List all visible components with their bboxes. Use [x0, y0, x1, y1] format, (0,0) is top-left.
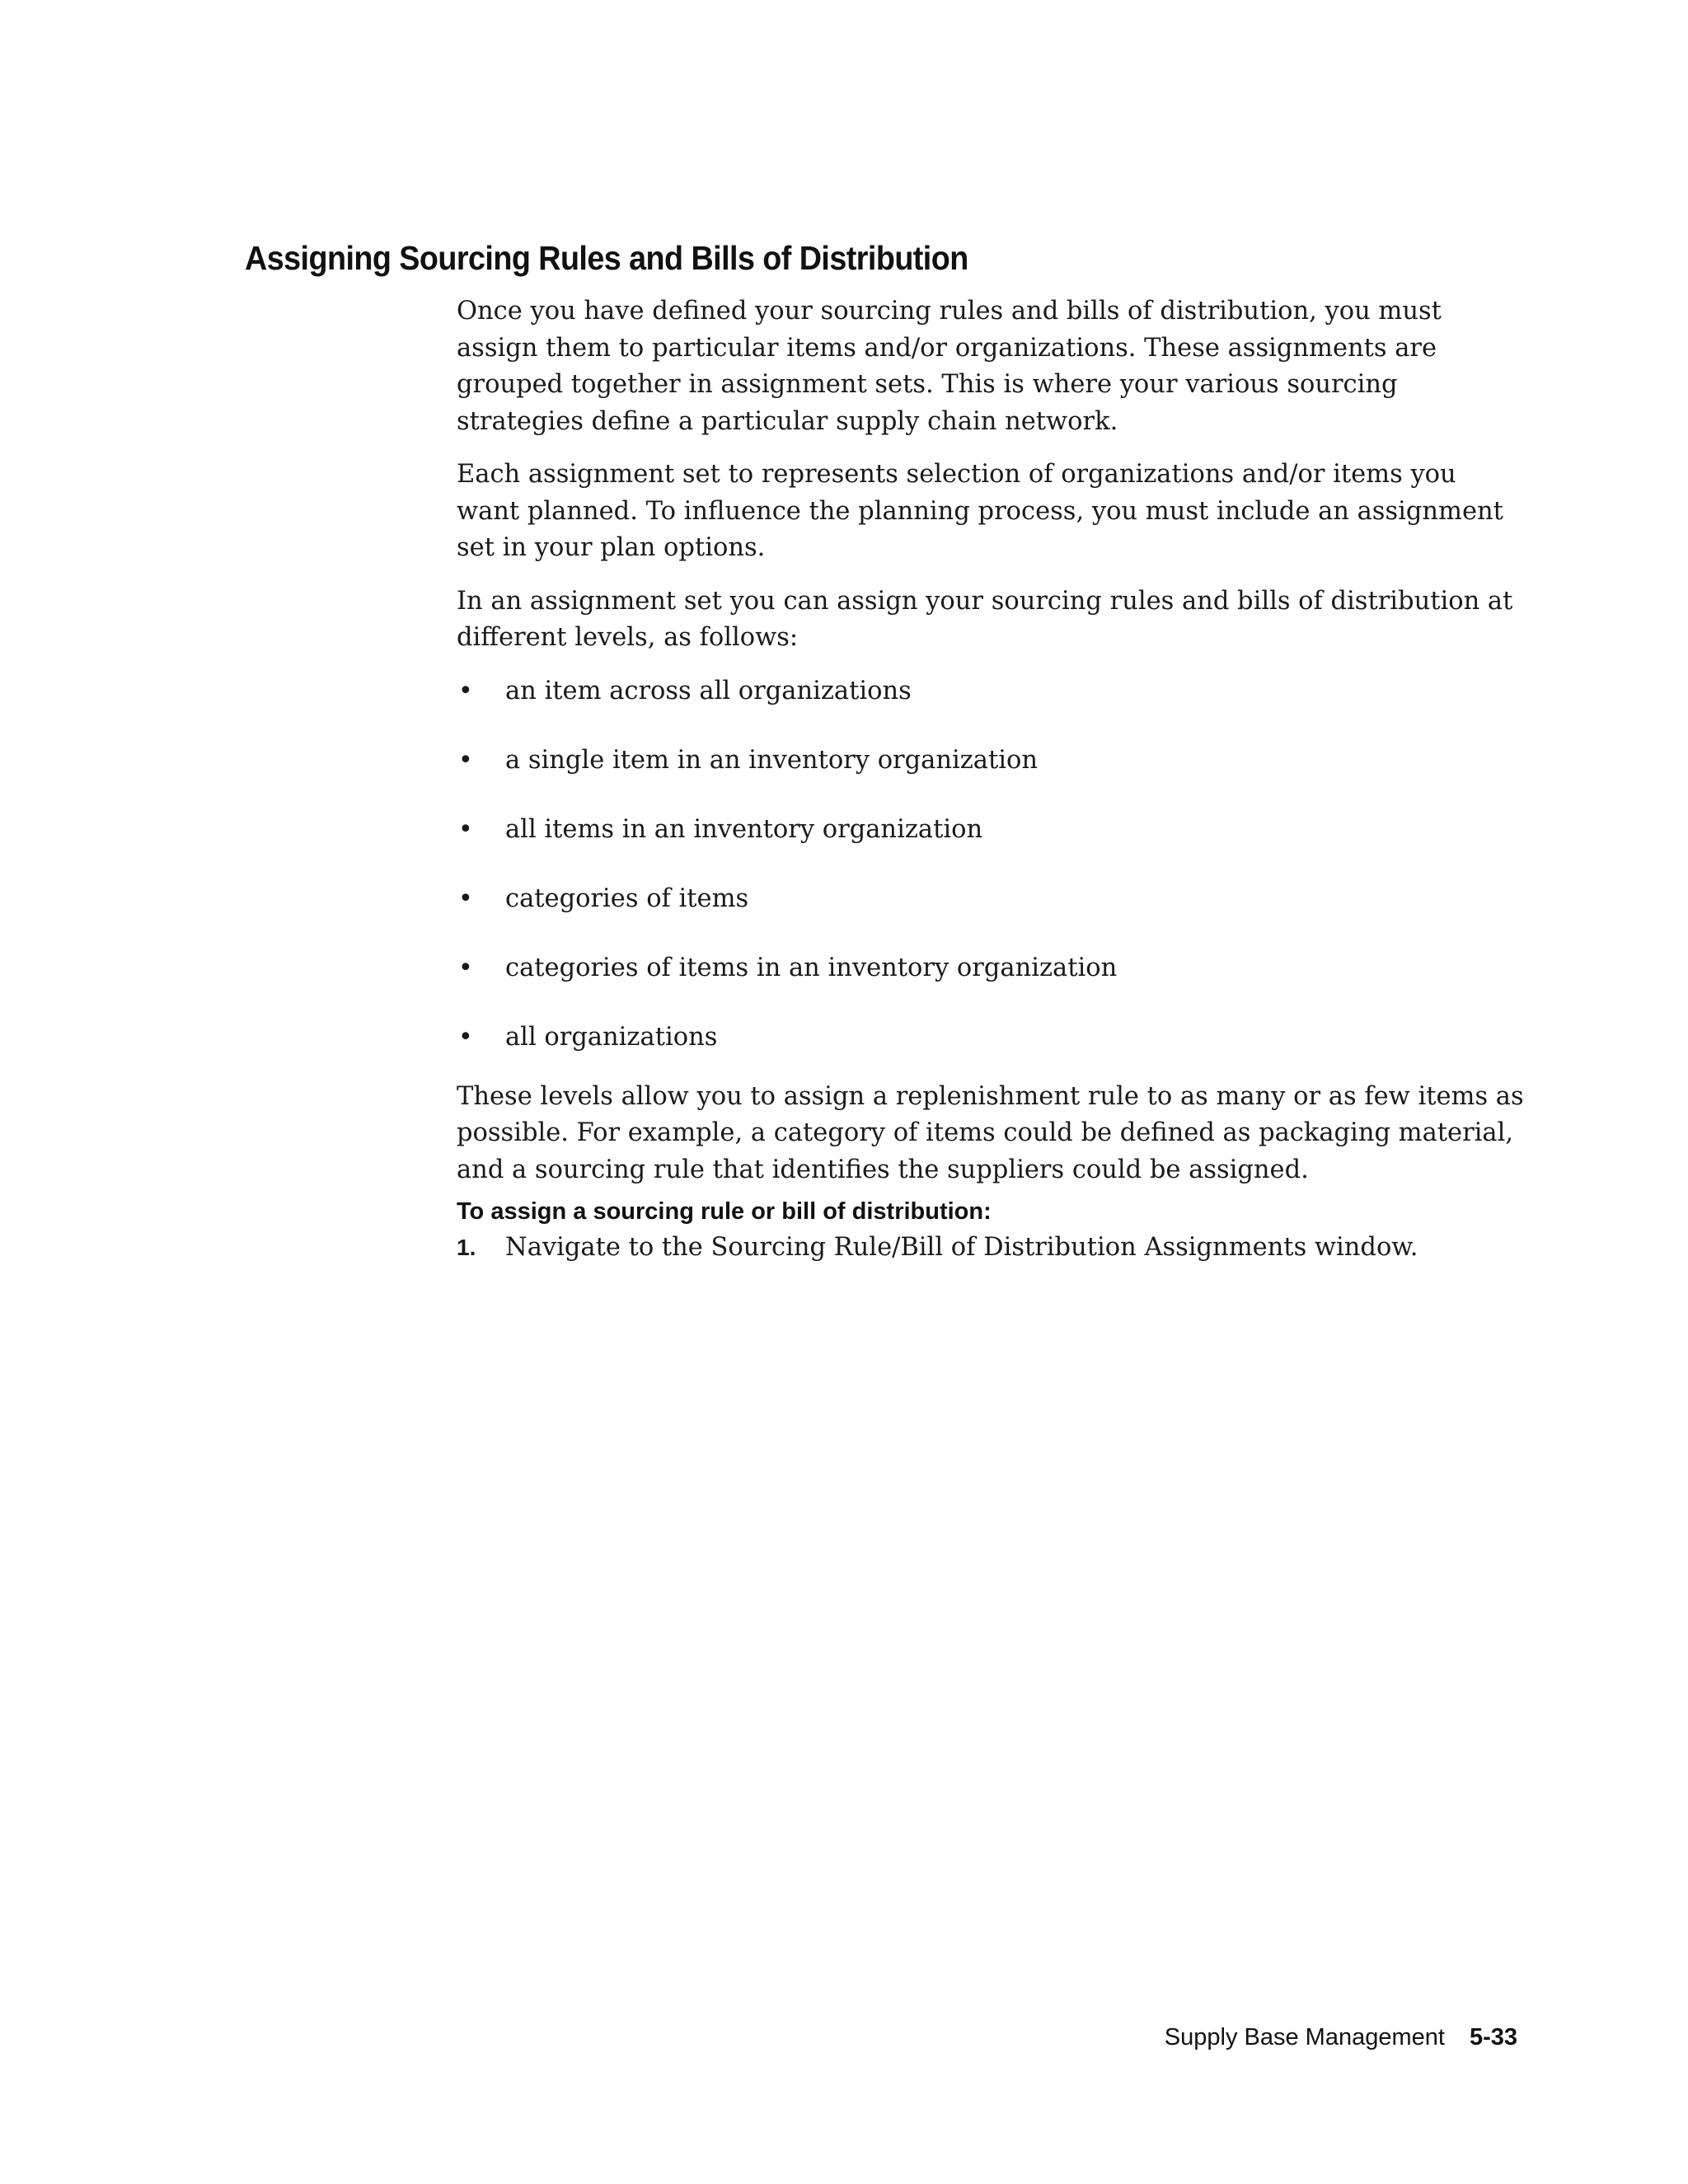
- list-item-text: all items in an inventory organization: [505, 814, 983, 844]
- bullet-icon: •: [458, 676, 473, 705]
- list-item: [457, 812, 1524, 881]
- paragraph-closing: These levels allow you to assign a replenishment rule to as many or as few items as possible. For example, a category of items could be defined as packaging material, and a sourcing rule that identifies the suppliers could be assigned.: [457, 1081, 1524, 1184]
- step-number: 1.: [457, 1235, 476, 1260]
- list-item: [457, 950, 1524, 1019]
- bullet-icon: •: [458, 953, 473, 982]
- bullet-icon: •: [458, 1022, 473, 1052]
- bullet-icon: •: [458, 814, 473, 844]
- footer-chapter: Supply Base Management: [1164, 2024, 1445, 2050]
- list-item-text: a single item in an inventory organization: [505, 745, 1039, 775]
- step-text: Navigate to the Sourcing Rule/Bill of Distribution Assignments window.: [505, 1233, 1418, 1262]
- section-title: Assigning Sourcing Rules and Bills of Distribution: [245, 239, 968, 277]
- list-item-text: all organizations: [505, 1022, 718, 1052]
- list-item-text: an item across all organizations: [505, 676, 912, 705]
- paragraph-levels-intro: In an assignment set you can assign your sourcing rules and bills of distribution at different levels, as follows:: [457, 586, 1513, 652]
- list-item-text: categories of items in an inventory organization: [505, 953, 1118, 982]
- levels-list-wrap: [457, 673, 1524, 1077]
- page-footer: [1165, 2021, 1517, 2054]
- bullet-icon: •: [458, 883, 473, 913]
- list-item: [457, 1019, 1524, 1077]
- procedure-step: [457, 1230, 1524, 1267]
- bullet-icon: •: [458, 745, 473, 775]
- list-item-text: categories of items: [505, 883, 749, 913]
- procedure-heading: To assign a sourcing rule or bill of distribution:: [457, 1198, 992, 1225]
- list-item: [457, 743, 1524, 812]
- paragraph-assignment-set: Each assignment set to represents selection of organizations and/or items you want planned. To influence the planning process, you must include an assignment set in your plan options.: [457, 460, 1503, 562]
- list-item: [457, 673, 1524, 743]
- paragraph-intro: Once you have defined your sourcing rules and bills of distribution, you must assign them to particular items and/or organizations. These assignments are grouped together in assignment sets. This is where your various sourcing strategies define a particular supply chain network.: [457, 297, 1442, 436]
- page-number: 5-33: [1469, 2024, 1517, 2050]
- list-item: [457, 881, 1524, 950]
- body-text: [457, 293, 1524, 1267]
- levels-list: [457, 673, 1524, 1077]
